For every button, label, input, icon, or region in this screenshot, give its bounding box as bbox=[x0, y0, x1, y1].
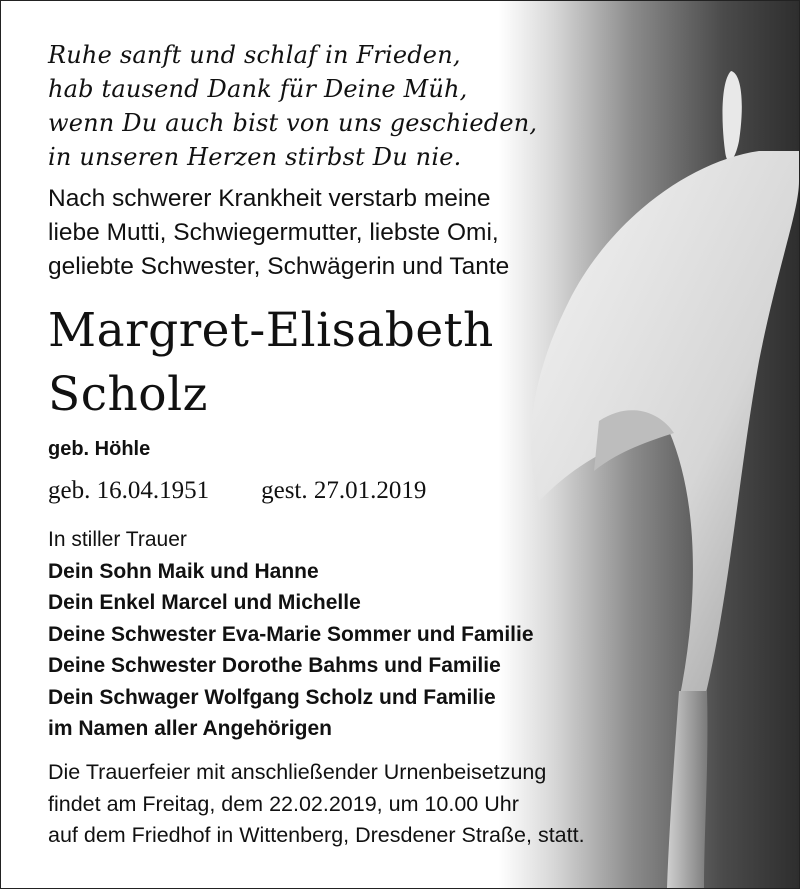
announcement-line: Nach schwerer Krankheit verstarb meine bbox=[48, 185, 491, 212]
calla-lily-illustration bbox=[499, 1, 799, 888]
calla-lily-photo bbox=[499, 1, 799, 888]
mourner-entry: Dein Schwager Wolfgang Scholz und Familie bbox=[48, 685, 496, 709]
poem-line: Ruhe sanft und schlaf in Frieden, bbox=[48, 41, 461, 69]
mourner-entry: Dein Sohn Maik und Hanne bbox=[48, 559, 319, 583]
mourners-list bbox=[48, 524, 534, 745]
memorial-poem bbox=[48, 38, 537, 174]
birth-date: geb. 16.04.1951 bbox=[48, 477, 210, 504]
announcement-line: geliebte Schwester, Schwägerin und Tante bbox=[48, 253, 510, 280]
funeral-line: Die Trauerfeier mit anschließender Urnenbeisetzung bbox=[48, 760, 547, 784]
mourner-entry: Deine Schwester Eva-Marie Sommer und Familie bbox=[48, 622, 534, 646]
mourning-lead: In stiller Trauer bbox=[48, 528, 187, 551]
maiden-name: geb. Höhle bbox=[48, 438, 151, 460]
deceased-name bbox=[48, 299, 494, 427]
announcement-line: liebe Mutti, Schwiegermutter, liebste Omi, bbox=[48, 219, 499, 246]
poem-line: in unseren Herzen stirbst Du nie. bbox=[48, 143, 462, 171]
mourner-entry: im Namen aller Angehörigen bbox=[48, 717, 332, 740]
funeral-details bbox=[48, 757, 585, 852]
deceased-first-name: Margret-Elisabeth bbox=[48, 303, 494, 358]
deceased-last-name: Scholz bbox=[48, 367, 208, 422]
mourner-entry: Deine Schwester Dorothe Bahms und Familie bbox=[48, 654, 501, 677]
death-date: gest. 27.01.2019 bbox=[261, 477, 427, 504]
mourner-entry: Dein Enkel Marcel und Michelle bbox=[48, 591, 361, 614]
death-announcement bbox=[48, 182, 509, 284]
life-dates bbox=[48, 474, 426, 508]
poem-line: hab tausend Dank für Deine Müh, bbox=[48, 75, 468, 103]
funeral-line: findet am Freitag, dem 22.02.2019, um 10.00 Uhr bbox=[48, 791, 519, 816]
funeral-line: auf dem Friedhof in Wittenberg, Dresdener Straße, statt. bbox=[48, 823, 585, 847]
poem-line: wenn Du auch bist von uns geschieden, bbox=[48, 109, 538, 137]
